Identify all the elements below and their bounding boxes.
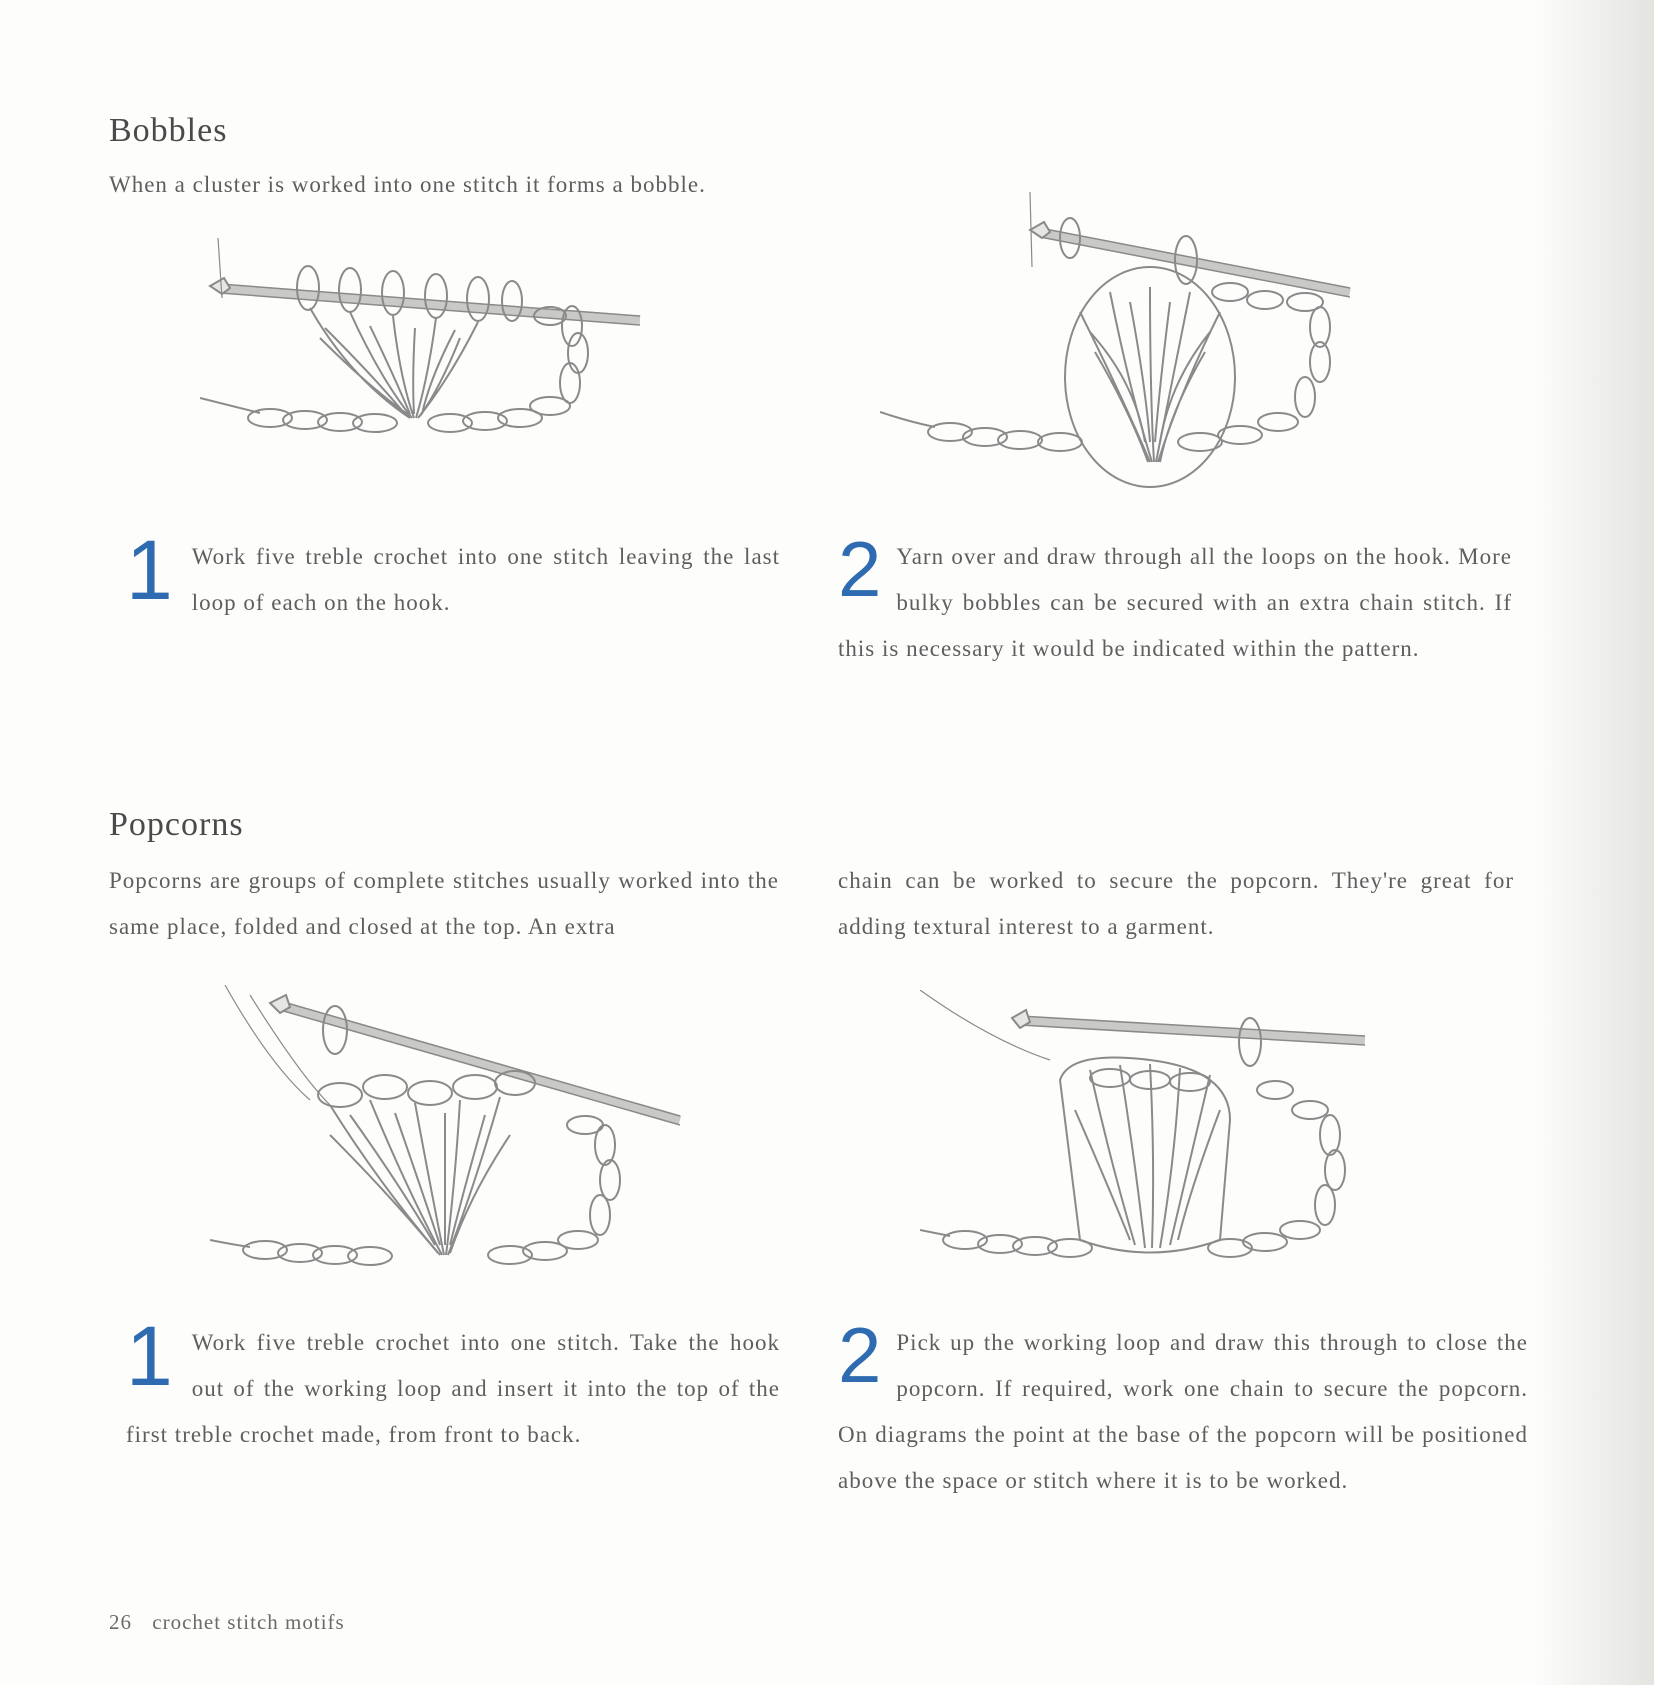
popcorn-step-2-text: Pick up the working loop and draw this through to close the popcorn. If required, work one chain to secure the popcorn. On diagrams the point at the base of the popcorn will be positioned above the space or stitch where it is to be worked. [838, 1330, 1528, 1493]
bobble-step-2 [838, 525, 1512, 672]
popcorns-intro-right: chain can be worked to secure the popcorn. They're great for adding textural interest to a garment. [838, 868, 1514, 939]
section-title-popcorns: Popcorns [109, 806, 244, 843]
bobbles-intro: When a cluster is worked into one stitch it forms a bobble. [109, 172, 706, 197]
bobble-step-2-text: Yarn over and draw through all the loops on the hook. More bulky bobbles can be secured with an extra chain stitch. If this is necessary it would be indicated within the pattern. [838, 544, 1512, 661]
popcorn-step2-illustration [920, 990, 1380, 1275]
bobble-step2-illustration [880, 192, 1360, 492]
step-number-1: 1 [126, 523, 174, 617]
popcorn-step1-illustration [210, 985, 690, 1270]
popcorn-step-2 [838, 1311, 1528, 1504]
page-number: 26 [109, 1610, 132, 1634]
step-number-2: 2 [838, 525, 883, 613]
bobble-step-1 [126, 523, 780, 626]
popcorns-intro-left: Popcorns are groups of complete stitches usually worked into the same place, folded and closed at the top. An extra [109, 868, 779, 939]
section-title-bobbles: Bobbles [109, 112, 228, 149]
page-edge-shadow [1534, 0, 1654, 1685]
step-number-2: 2 [838, 1311, 883, 1399]
bobble-step1-illustration [200, 238, 650, 478]
popcorn-step-1-text: Work five treble crochet into one stitch. Take the hook out of the working loop and insert it into the top of the first treble crochet made, from front to back. [126, 1330, 780, 1447]
popcorn-step-1 [126, 1309, 780, 1458]
step-number-1: 1 [126, 1309, 174, 1403]
page-footer [109, 1610, 345, 1635]
book-title: crochet stitch motifs [152, 1610, 345, 1634]
bobble-step-1-text: Work five treble crochet into one stitch leaving the last loop of each on the hook. [191, 544, 780, 615]
